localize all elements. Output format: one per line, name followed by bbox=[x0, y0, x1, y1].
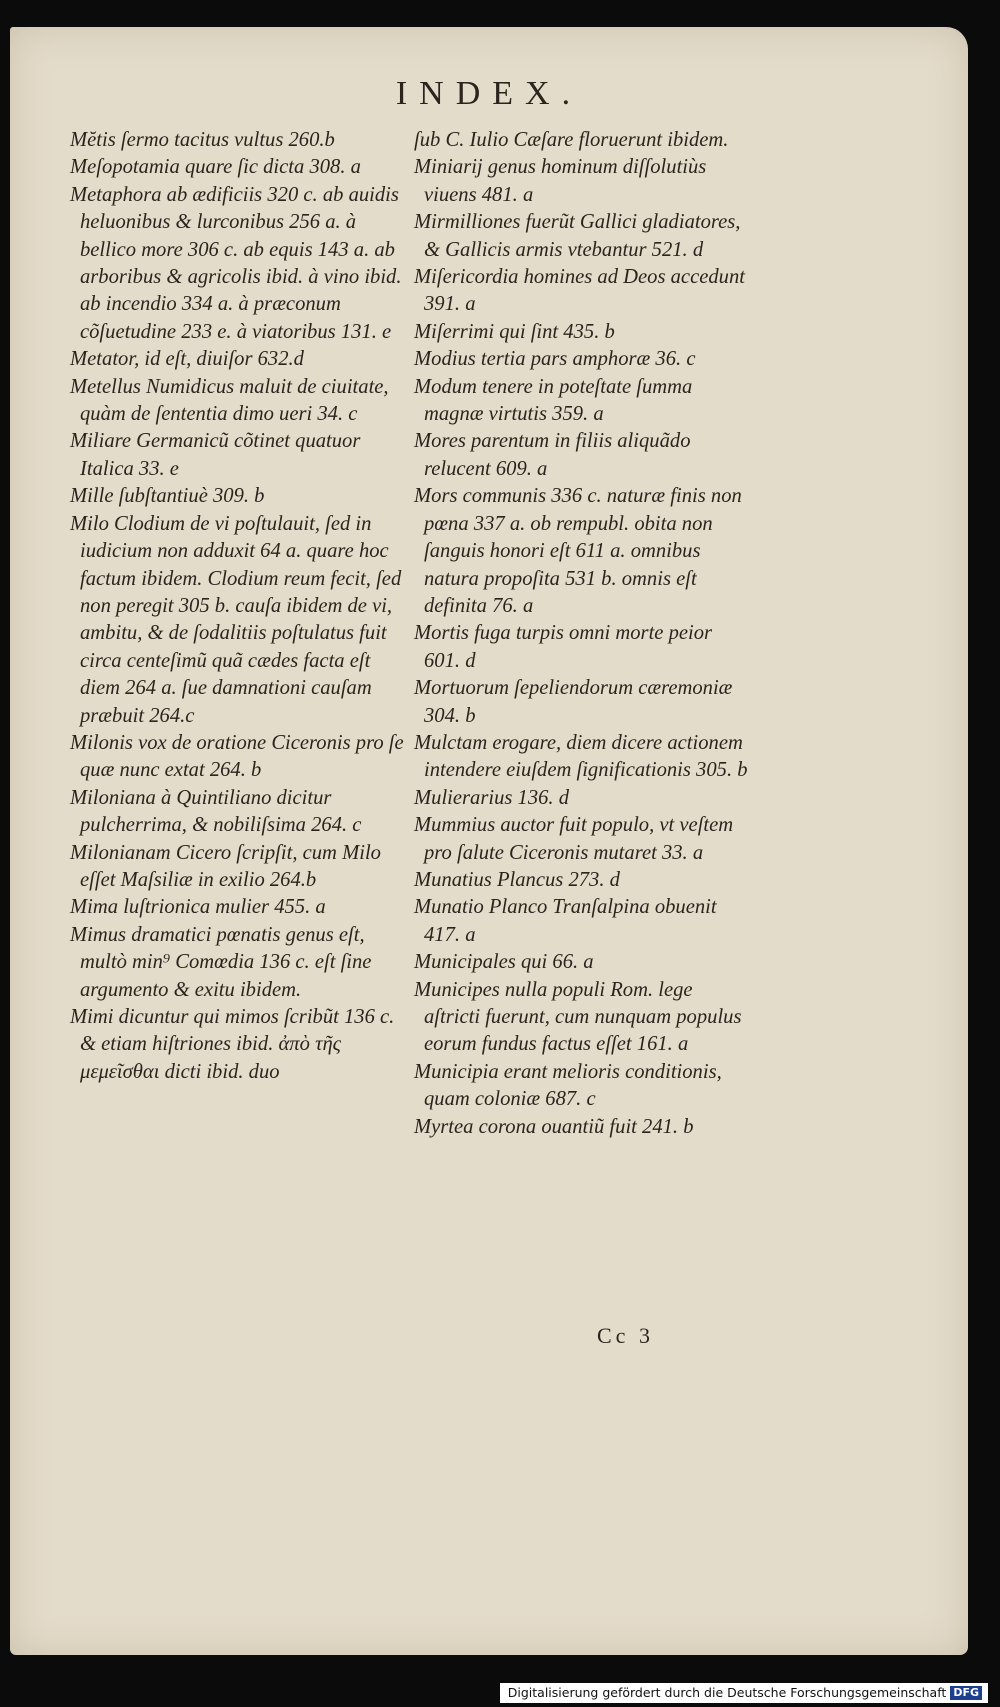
index-entry: Metaphora ab ædificiis 320 c. ab auidis heluonibus & lurconibus 256 a. à bellico more 306 c. ab equis 143 a. ab arboribus & agricolis ibid. à vino ibid. ab incendio 334 a. à præconum cõſuetudine 233 e. à viatoribus 131. e bbox=[70, 183, 402, 343]
index-entry: Mĕtis ſermo tacitus vultus 260.b bbox=[70, 129, 335, 151]
index-entry: Milonianam Cicero ſcripſit, cum Milo eſſet Maſsiliæ in exilio 264.b bbox=[70, 841, 381, 891]
index-entry: ſub C. Iulio Cæſare floruerunt ibidem. bbox=[414, 129, 729, 151]
index-entry: Modum tenere in poteſtate ſumma magnæ virtutis 359. a bbox=[414, 375, 693, 426]
index-entry: Municipia erant melioris conditionis, quam coloniæ 687. c bbox=[414, 1060, 722, 1111]
index-entry: Metator, id eſt, diuiſor 632.d bbox=[70, 348, 304, 371]
index-entry: Meſopotamia quare ſic dicta 308. a bbox=[70, 156, 361, 179]
footer-credit bbox=[500, 1683, 988, 1703]
index-entry: Mulierarius 136. d bbox=[414, 786, 570, 809]
index-column-left bbox=[70, 127, 405, 1086]
index-entry: Municipales qui 66. a bbox=[414, 951, 594, 974]
index-entry: Mimi dicuntur qui mimos ſcribũt 136 c. & etiam hiſtriones ibid. ἀπὸ τῆς μεμεῖσθαι dicti ibid. duo bbox=[70, 1006, 395, 1083]
footer-text: Digitalisierung gefördert durch die Deutsche Forschungsgemeinschaft bbox=[507, 1685, 947, 1700]
index-column-right bbox=[414, 127, 749, 1141]
index-entry: Myrtea corona ouantiũ fuit 241. b bbox=[414, 1115, 694, 1138]
index-entry: Mortis fuga turpis omni morte peior 601. d bbox=[414, 622, 713, 672]
index-entry: Mulctam erogare, diem dicere actionem intendere eiuſdem ſignificationis 305. b bbox=[414, 731, 748, 782]
page-header: INDEX. bbox=[395, 75, 583, 112]
index-entry: Mille ſubſtantiuè 309. b bbox=[70, 485, 265, 508]
index-entry: Munatius Plancus 273. d bbox=[414, 868, 620, 891]
index-entry: Milonis vox de oratione Ciceronis pro ſe quæ nunc extat 264. b bbox=[70, 731, 404, 782]
index-entry: Mores parentum in filiis aliquãdo relucent 609. a bbox=[414, 430, 691, 480]
index-entry: Mirmilliones fuerũt Gallici gladiatores, & Gallicis armis vtebantur 521. d bbox=[414, 211, 741, 261]
index-entry: Miniarij genus hominum diſſolutiùs viuens 481. a bbox=[414, 156, 707, 206]
index-entry: Mors communis 336 c. naturæ finis non pœna 337 a. ob rempubl. obita non ſanguis honori eſt 611 a. omnibus natura propoſita 531 b. omnis eſt definita 76. a bbox=[414, 485, 742, 617]
index-entry: Miſerrimi qui ſint 435. b bbox=[414, 320, 615, 343]
index-entry: Miloniana à Quintiliano dicitur pulcherrima, & nobiliſsima 264. c bbox=[70, 786, 362, 837]
index-entry: Mimus dramatici pœnatis genus eſt, multò min⁹ Comœdia 136 c. eſt ſine argumento & exitu ibidem. bbox=[70, 923, 372, 1001]
index-entry: Munatio Planco Tranſalpina obuenit 417. a bbox=[414, 896, 717, 946]
index-entry: Milo Clodium de vi poſtulauit, ſed in iudicium non adduxit 64 a. quare hoc factum ibidem. Clodium reum fecit, ſed non peregit 305 b. cauſa ibidem de vi, ambitu, & de ſodalitiis poſtulatus fuit circa centeſimũ quã cædes facta eſt diem 264 a. ſue damnationi cauſam præbuit 264.c bbox=[70, 512, 402, 727]
signature-mark: Cc 3 bbox=[597, 1323, 654, 1348]
index-entry: Municipes nulla populi Rom. lege aſtricti fuerunt, cum nunquam populus eorum fundus factus eſſet 161. a bbox=[414, 978, 742, 1056]
dfg-logo-icon: DFG bbox=[950, 1686, 982, 1700]
index-entry: Miſericordia homines ad Deos accedunt 391. a bbox=[414, 266, 745, 316]
index-entry: Modius tertia pars amphoræ 36. c bbox=[414, 348, 696, 371]
index-entry: Miliare Germanicũ cõtinet quatuor Italica 33. e bbox=[70, 430, 361, 480]
index-entry: Metellus Numidicus maluit de ciuitate, quàm de ſententia dimo ueri 34. c bbox=[70, 375, 389, 426]
book-page bbox=[10, 27, 968, 1655]
index-entry: Mima luſtrionica mulier 455. a bbox=[70, 896, 326, 919]
index-entry: Mortuorum ſepeliendorum cæremoniæ 304. b bbox=[414, 677, 733, 727]
index-entry: Mummius auctor fuit populo, vt veſtem pro ſalute Ciceronis mutaret 33. a bbox=[414, 814, 734, 864]
